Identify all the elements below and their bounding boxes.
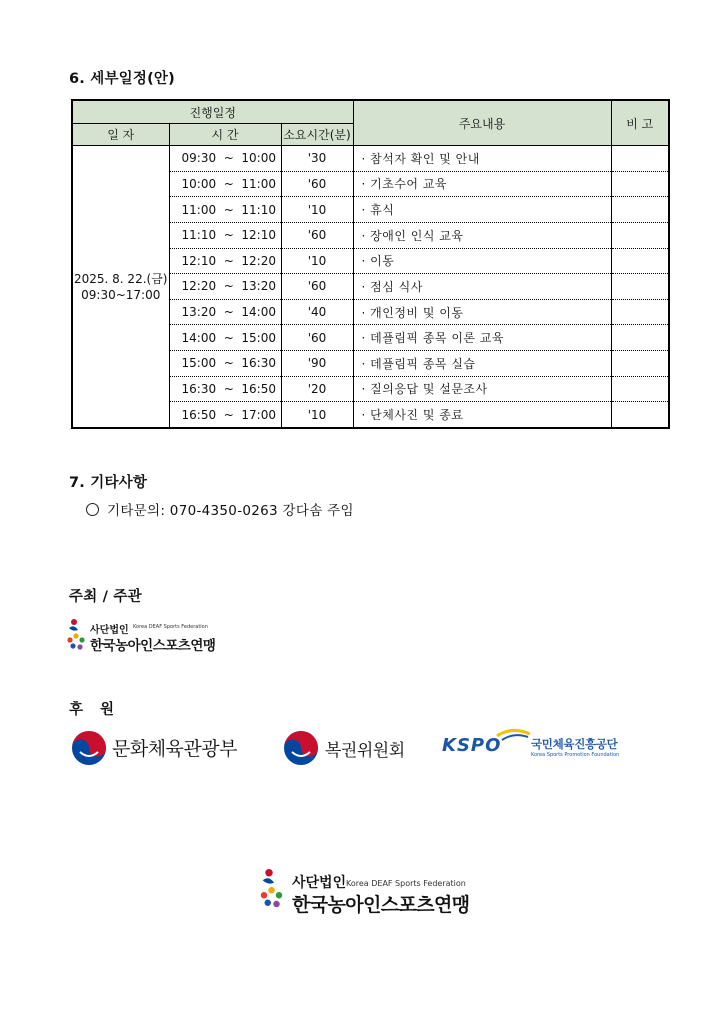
time-cell: 14:00 ~ 15:00 (169, 325, 281, 351)
time-cell: 09:30 ~ 10:00 (169, 146, 281, 172)
taeguk-icon (71, 730, 107, 766)
host-logo (66, 618, 90, 652)
duration-cell: '60 (281, 325, 353, 351)
sponsor-title: 후 원 (69, 702, 121, 718)
note-cell (611, 197, 669, 223)
content-cell: · 장애인 인식 교육 (353, 222, 611, 248)
note-cell (611, 402, 669, 428)
header-date: 일 자 (72, 124, 169, 146)
date-cell (72, 146, 169, 429)
content-cell: · 데플림픽 종목 실습 (353, 351, 611, 377)
footer-logo (259, 867, 289, 911)
lottery-logo (283, 730, 319, 766)
duration-cell: '10 (281, 248, 353, 274)
note-cell (611, 376, 669, 402)
duration-cell: '60 (281, 274, 353, 300)
time-cell: 11:00 ~ 11:10 (169, 197, 281, 223)
header-main-content: 주요내용 (353, 100, 611, 146)
date-hours-text: 09:30~17:00 (81, 287, 161, 302)
header-duration: 소요시간(분) (281, 124, 353, 146)
duration-cell: '20 (281, 376, 353, 402)
time-cell: 11:10 ~ 12:10 (169, 222, 281, 248)
time-cell: 15:00 ~ 16:30 (169, 351, 281, 377)
schedule-table (71, 99, 670, 429)
section-6-title: 6. 세부일정(안) (69, 71, 175, 87)
footer-org-name: 한국농아인스포츠연맹 (292, 894, 470, 916)
note-cell (611, 222, 669, 248)
content-cell: · 질의응답 및 설문조사 (353, 376, 611, 402)
duration-cell: '10 (281, 402, 353, 428)
header-progress-schedule: 진행일정 (72, 100, 353, 124)
duration-cell: '40 (281, 299, 353, 325)
duration-cell: '90 (281, 351, 353, 377)
contact-text: 기타문의: 070-4350-0263 강다솜 주임 (107, 503, 354, 519)
content-cell: · 이동 (353, 248, 611, 274)
mcst-logo (71, 730, 107, 766)
note-cell (611, 351, 669, 377)
content-cell: · 참석자 확인 및 안내 (353, 146, 611, 172)
duration-cell: '10 (281, 197, 353, 223)
content-cell: · 단체사진 및 종료 (353, 402, 611, 428)
content-cell: · 점심 식사 (353, 274, 611, 300)
note-cell (611, 274, 669, 300)
time-cell: 13:20 ~ 14:00 (169, 299, 281, 325)
footer-org-en: Korea DEAF Sports Federation (346, 879, 466, 888)
time-cell: 12:10 ~ 12:20 (169, 248, 281, 274)
ksf-emblem-icon (259, 867, 289, 911)
host-org-prefix: 사단법인 (90, 625, 129, 636)
note-cell (611, 248, 669, 274)
note-cell (611, 325, 669, 351)
taeguk-icon (283, 730, 319, 766)
note-cell (611, 299, 669, 325)
note-cell (611, 146, 669, 172)
duration-cell: '30 (281, 146, 353, 172)
duration-cell: '60 (281, 171, 353, 197)
duration-cell: '60 (281, 222, 353, 248)
note-cell (611, 171, 669, 197)
content-cell: · 휴식 (353, 197, 611, 223)
host-org-name: 한국농아인스포츠연맹 (90, 638, 216, 654)
schedule-row (72, 146, 669, 172)
kspo-name: 국민체육진흥공단 (531, 737, 618, 751)
kspo-en: Korea Sports Promotion Foundation (531, 752, 620, 758)
footer-org-prefix: 사단법인 (292, 875, 347, 891)
mcst-name: 문화체육관광부 (112, 738, 237, 760)
time-cell: 16:30 ~ 16:50 (169, 376, 281, 402)
kspo-mark-text: KSPO (442, 735, 502, 756)
lottery-name: 복권위원회 (325, 741, 405, 761)
time-cell: 12:20 ~ 13:20 (169, 274, 281, 300)
host-title: 주최 / 주관 (69, 589, 142, 605)
contact-line (86, 499, 354, 519)
header-time: 시 간 (169, 124, 281, 146)
section-7-title: 7. 기타사항 (69, 475, 148, 491)
content-cell: · 기초수어 교육 (353, 171, 611, 197)
content-cell: · 데플림픽 종목 이론 교육 (353, 325, 611, 351)
schedule-body (72, 146, 669, 429)
time-cell: 16:50 ~ 17:00 (169, 402, 281, 428)
header-note: 비 고 (611, 100, 669, 146)
time-cell: 10:00 ~ 11:00 (169, 171, 281, 197)
date-text: 2025. 8. 22.(금) (74, 271, 168, 286)
host-org-en: Korea DEAF Sports Federation (133, 624, 208, 630)
ksf-emblem-icon (66, 618, 90, 652)
circle-bullet-icon (86, 503, 99, 516)
content-cell: · 개인정비 및 이동 (353, 299, 611, 325)
